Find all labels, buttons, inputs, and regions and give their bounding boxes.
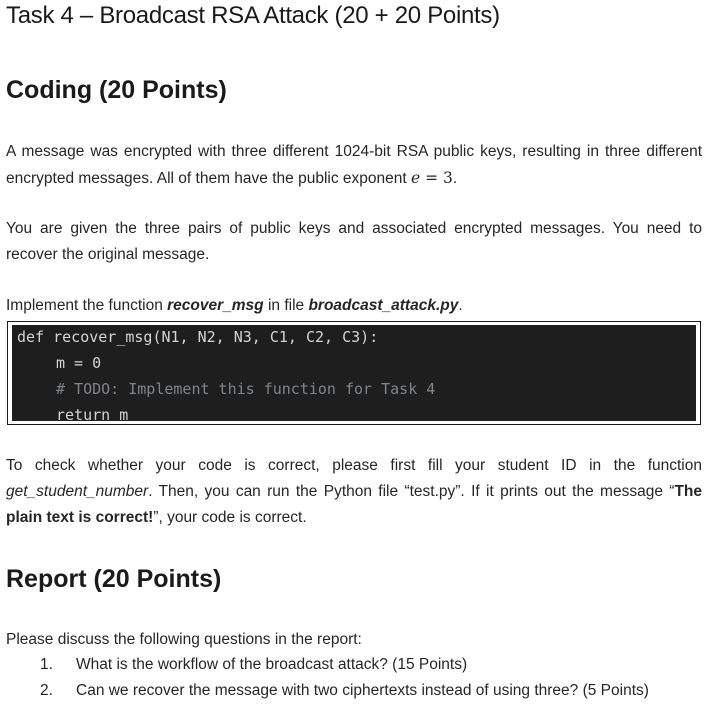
exponent-var: e xyxy=(410,169,421,187)
coding-heading: Coding (20 Points) xyxy=(6,76,227,104)
code-line-def: def recover_msg(N1, N2, N3, C1, C2, C3): xyxy=(17,328,379,346)
paragraph-check-code xyxy=(6,453,702,531)
p4-a: To check whether your code is correct, please first fill your student ID in the function xyxy=(6,457,702,474)
code-line-comment: # TODO: Implement this function for Task 4 xyxy=(56,380,436,398)
paragraph-given-keys: You are given the three pairs of public keys and associated encrypted messages. You need to recover the original message. xyxy=(6,220,702,263)
list-number: 2. xyxy=(40,682,53,699)
code-block xyxy=(7,321,701,425)
list-number: 1. xyxy=(40,656,53,673)
p4-c: ”, your code is correct. xyxy=(153,509,307,526)
p3-mid: in file xyxy=(263,297,309,314)
code-block-background xyxy=(12,325,696,424)
function-name: recover_msg xyxy=(167,297,264,314)
p3-end: . xyxy=(458,297,463,314)
list-text: Can we recover the message with two ciphertexts instead of using three? (5 Points) xyxy=(76,682,649,699)
p3-prefix: Implement the function xyxy=(6,297,168,314)
code-line-return: return m xyxy=(56,406,129,424)
p4-b: . Then, you can run the Python file “test.py”. If it prints out the message “ xyxy=(148,483,675,500)
report-intro: Please discuss the following questions in the report: xyxy=(6,631,362,648)
paragraph-implement xyxy=(6,293,702,319)
exponent-eq: = 3 xyxy=(420,169,453,187)
p1-text: A message was encrypted with three different 1024-bit RSA public keys, resulting in three different encrypted messages. All of them have the public exponent xyxy=(6,143,702,187)
student-number-function: get_student_number xyxy=(6,483,149,500)
list-item xyxy=(40,682,649,700)
list-item xyxy=(40,656,467,674)
task-title: Task 4 – Broadcast RSA Attack (20 + 20 Points) xyxy=(6,2,500,29)
success-message: The plain text is correct! xyxy=(6,483,702,526)
p1-end: . xyxy=(452,170,458,187)
file-name: broadcast_attack.py xyxy=(308,297,459,314)
exponent-formula xyxy=(411,169,453,187)
report-heading: Report (20 Points) xyxy=(6,565,222,593)
code-line-assign: m = 0 xyxy=(56,354,102,372)
paragraph-encryption-description xyxy=(6,139,702,192)
list-text: What is the workflow of the broadcast attack? (15 Points) xyxy=(76,656,468,673)
